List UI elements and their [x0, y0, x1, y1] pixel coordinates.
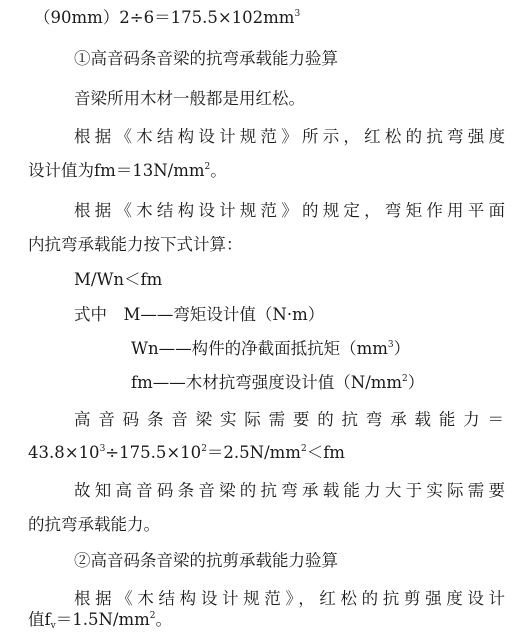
- subscript: v: [50, 621, 56, 631]
- section-heading-shear: [74, 546, 523, 576]
- text-span: 根据《木结构设计规范》的规定，弯矩作用平面: [74, 201, 505, 220]
- text-span: ）: [407, 373, 425, 392]
- text-span: 根据《木结构设计规范》所示，红松的抗弯强度: [74, 127, 505, 146]
- text-span: ＝1.5N/mm: [55, 610, 150, 629]
- text-span: 故知高音码条音梁的抗弯承载能力大于实际需要: [74, 481, 505, 500]
- superscript: 2: [149, 611, 156, 621]
- superscript: 3: [99, 444, 106, 454]
- superscript: 2: [300, 444, 307, 454]
- formula-line: [74, 265, 523, 295]
- text-span: ①高音码条音梁的抗弯承载能力验算: [74, 49, 338, 68]
- text-span: ＜fm: [306, 443, 345, 462]
- text-line-3: [74, 84, 523, 114]
- text-span: 高音码条音梁实际需要的抗弯承载能力＝: [74, 410, 505, 429]
- text-span: ＝2.5N/mm: [206, 443, 301, 462]
- text-line-5: [28, 156, 523, 186]
- text-span: 。: [210, 161, 227, 180]
- text-span: 的抗弯承载能力。: [28, 515, 160, 534]
- superscript: 2: [201, 444, 207, 454]
- text-line-7: [28, 230, 523, 260]
- text-line-1: [34, 3, 523, 33]
- text-span: Wn——构件的净截面抵抗矩（mm: [131, 339, 388, 358]
- text-line-15: [28, 510, 523, 540]
- text-span: ）: [393, 339, 411, 358]
- text-span: 43.8×10: [28, 443, 100, 462]
- legend-line-fm: [131, 368, 523, 398]
- text-span: 式中 M——弯矩设计值（N·m）: [74, 305, 325, 324]
- superscript: 3: [294, 9, 301, 19]
- text-span: 内抗弯承载能力按下式计算：: [28, 235, 243, 254]
- text-span: ÷175.5×10: [105, 443, 202, 462]
- text-line-14: [74, 476, 505, 506]
- text-span: 音梁所用木材一般都是用红松。: [74, 89, 305, 108]
- legend-line-wn: [131, 334, 523, 364]
- text-span: ②高音码条音梁的抗剪承载能力验算: [74, 551, 338, 570]
- text-line-4: [74, 122, 505, 152]
- text-line-18: [28, 605, 523, 635]
- text-line-6: [74, 196, 505, 226]
- superscript: 2: [402, 374, 408, 384]
- text-line-12: [74, 405, 505, 435]
- formula: M/Wn＜fm: [74, 270, 163, 289]
- text-span: 。: [155, 610, 172, 629]
- legend-line-m: [74, 300, 523, 330]
- calculation-line: [28, 438, 523, 468]
- section-heading-bending: [74, 44, 523, 74]
- text-span: 值f: [28, 610, 51, 629]
- text-span: （90mm）2÷6＝175.5×102mm: [34, 8, 295, 27]
- superscript: 2: [204, 162, 211, 172]
- text-span: 设计值为fm＝13N/mm: [28, 161, 205, 180]
- superscript: 3: [387, 340, 394, 350]
- text-span: 根据《木结构设计规范》，红松的抗剪强度设计: [74, 589, 505, 608]
- text-span: fm——木材抗弯强度设计值（N/mm: [131, 373, 403, 392]
